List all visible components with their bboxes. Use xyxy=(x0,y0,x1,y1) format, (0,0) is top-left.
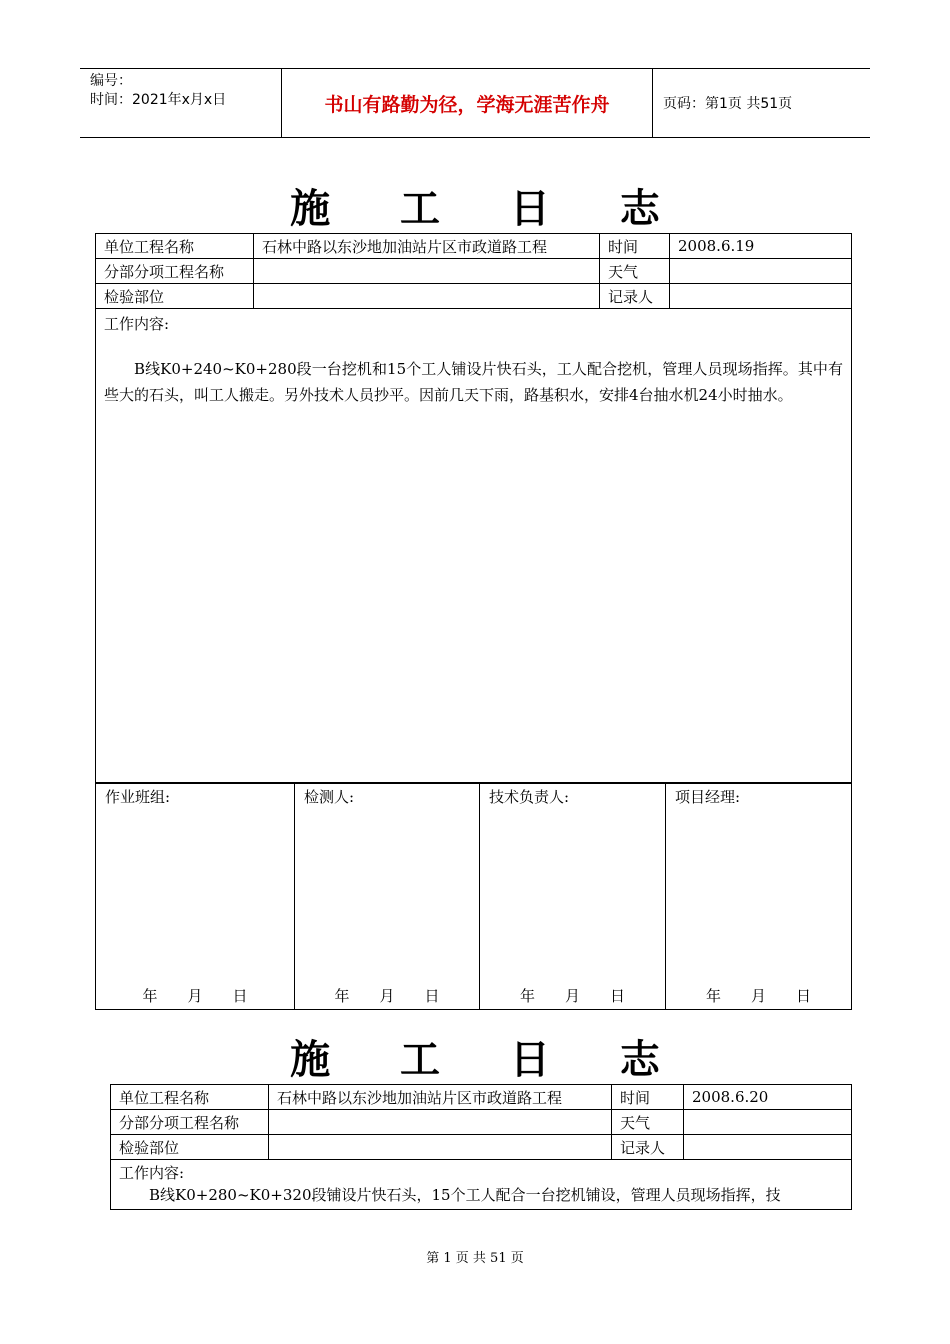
weather-label: 天气 xyxy=(600,259,670,284)
sign-tech-cell xyxy=(480,784,666,1010)
day-label: 日 xyxy=(610,987,626,1005)
time-value: 2008.6.20 xyxy=(684,1085,852,1110)
month-label: 月 xyxy=(187,987,203,1005)
part-value xyxy=(254,284,600,309)
time-label: 时间 xyxy=(600,234,670,259)
sign-inspector-label: 检测人: xyxy=(304,788,355,806)
sign-date xyxy=(480,985,665,1006)
table-row xyxy=(111,1110,852,1135)
log2-title: 施 工 日 志 xyxy=(290,1037,688,1083)
unit-label: 单位工程名称 xyxy=(111,1085,269,1110)
content-row xyxy=(111,1160,852,1210)
content-row xyxy=(96,309,852,783)
year-label: 年 xyxy=(334,987,350,1005)
sign-manager-cell xyxy=(666,784,852,1010)
day-label: 日 xyxy=(232,987,248,1005)
sub-value xyxy=(269,1110,612,1135)
header-motto: 书山有路勤为径，学海无涯苦作舟 xyxy=(281,69,653,137)
table-row xyxy=(111,1085,852,1110)
header-page-info: 页码：第1页 共51页 xyxy=(663,96,793,112)
content-cell xyxy=(96,309,852,783)
unit-label: 单位工程名称 xyxy=(96,234,254,259)
header-meta xyxy=(80,69,281,137)
part-label: 检验部位 xyxy=(96,284,254,309)
log1-title: 施 工 日 志 xyxy=(290,186,688,232)
sign-tech-label: 技术负责人: xyxy=(489,788,570,806)
year-label: 年 xyxy=(705,987,721,1005)
month-label: 月 xyxy=(379,987,395,1005)
log1-sign-table xyxy=(95,783,852,1010)
content-text: B线K0+280~K0+320段铺设片快石头，15个工人配合一台挖机铺设，管理人员现场指挥，技 xyxy=(149,1186,781,1204)
month-label: 月 xyxy=(750,987,766,1005)
part-value xyxy=(269,1135,612,1160)
weather-value xyxy=(670,259,852,284)
sign-manager-label: 项目经理: xyxy=(675,788,741,806)
recorder-value xyxy=(684,1135,852,1160)
table-row xyxy=(96,259,852,284)
sign-inspector-cell xyxy=(295,784,480,1010)
sub-label: 分部分项工程名称 xyxy=(96,259,254,284)
day-label: 日 xyxy=(796,987,812,1005)
sign-team-cell xyxy=(96,784,295,1010)
month-label: 月 xyxy=(564,987,580,1005)
content-label: 工作内容: xyxy=(104,315,170,333)
table-row xyxy=(96,234,852,259)
weather-value xyxy=(684,1110,852,1135)
day-label: 日 xyxy=(424,987,440,1005)
year-label: 年 xyxy=(142,987,158,1005)
content-label: 工作内容: xyxy=(119,1164,185,1182)
recorder-label: 记录人 xyxy=(600,284,670,309)
recorder-label: 记录人 xyxy=(612,1135,684,1160)
code-label: 编号： xyxy=(90,73,132,89)
unit-value: 石林中路以东沙地加油站片区市政道路工程 xyxy=(269,1085,612,1110)
log1-info-table xyxy=(95,233,852,783)
weather-label: 天气 xyxy=(612,1110,684,1135)
content-cell xyxy=(111,1160,852,1210)
time-value: 2008.6.19 xyxy=(670,234,852,259)
part-label: 检验部位 xyxy=(111,1135,269,1160)
content-text: B线K0+240~K0+280段一台挖机和15个工人铺设片快石头，工人配合挖机，管理人员现场指挥。其中有些大的石头，叫工人搬走。另外技术人员抄平。因前几天下雨，路基积水，安排4台抽水机24小时抽水。 xyxy=(104,360,843,404)
time-label: 时间 xyxy=(612,1085,684,1110)
sign-date xyxy=(295,985,479,1006)
log2-info-table xyxy=(110,1084,852,1210)
sub-label: 分部分项工程名称 xyxy=(111,1110,269,1135)
table-row xyxy=(96,784,852,1010)
unit-value: 石林中路以东沙地加油站片区市政道路工程 xyxy=(254,234,600,259)
sign-date xyxy=(96,985,294,1006)
document-header xyxy=(80,68,870,138)
recorder-value xyxy=(670,284,852,309)
sign-date xyxy=(666,985,851,1006)
table-row xyxy=(111,1135,852,1160)
sub-value xyxy=(254,259,600,284)
year-label: 年 xyxy=(519,987,535,1005)
time-label: 时间：2021年x月x日 xyxy=(90,92,227,108)
table-row xyxy=(96,284,852,309)
page-footer: 第 1 页 共 51 页 xyxy=(426,1251,524,1266)
sign-team-label: 作业班组: xyxy=(105,788,171,806)
